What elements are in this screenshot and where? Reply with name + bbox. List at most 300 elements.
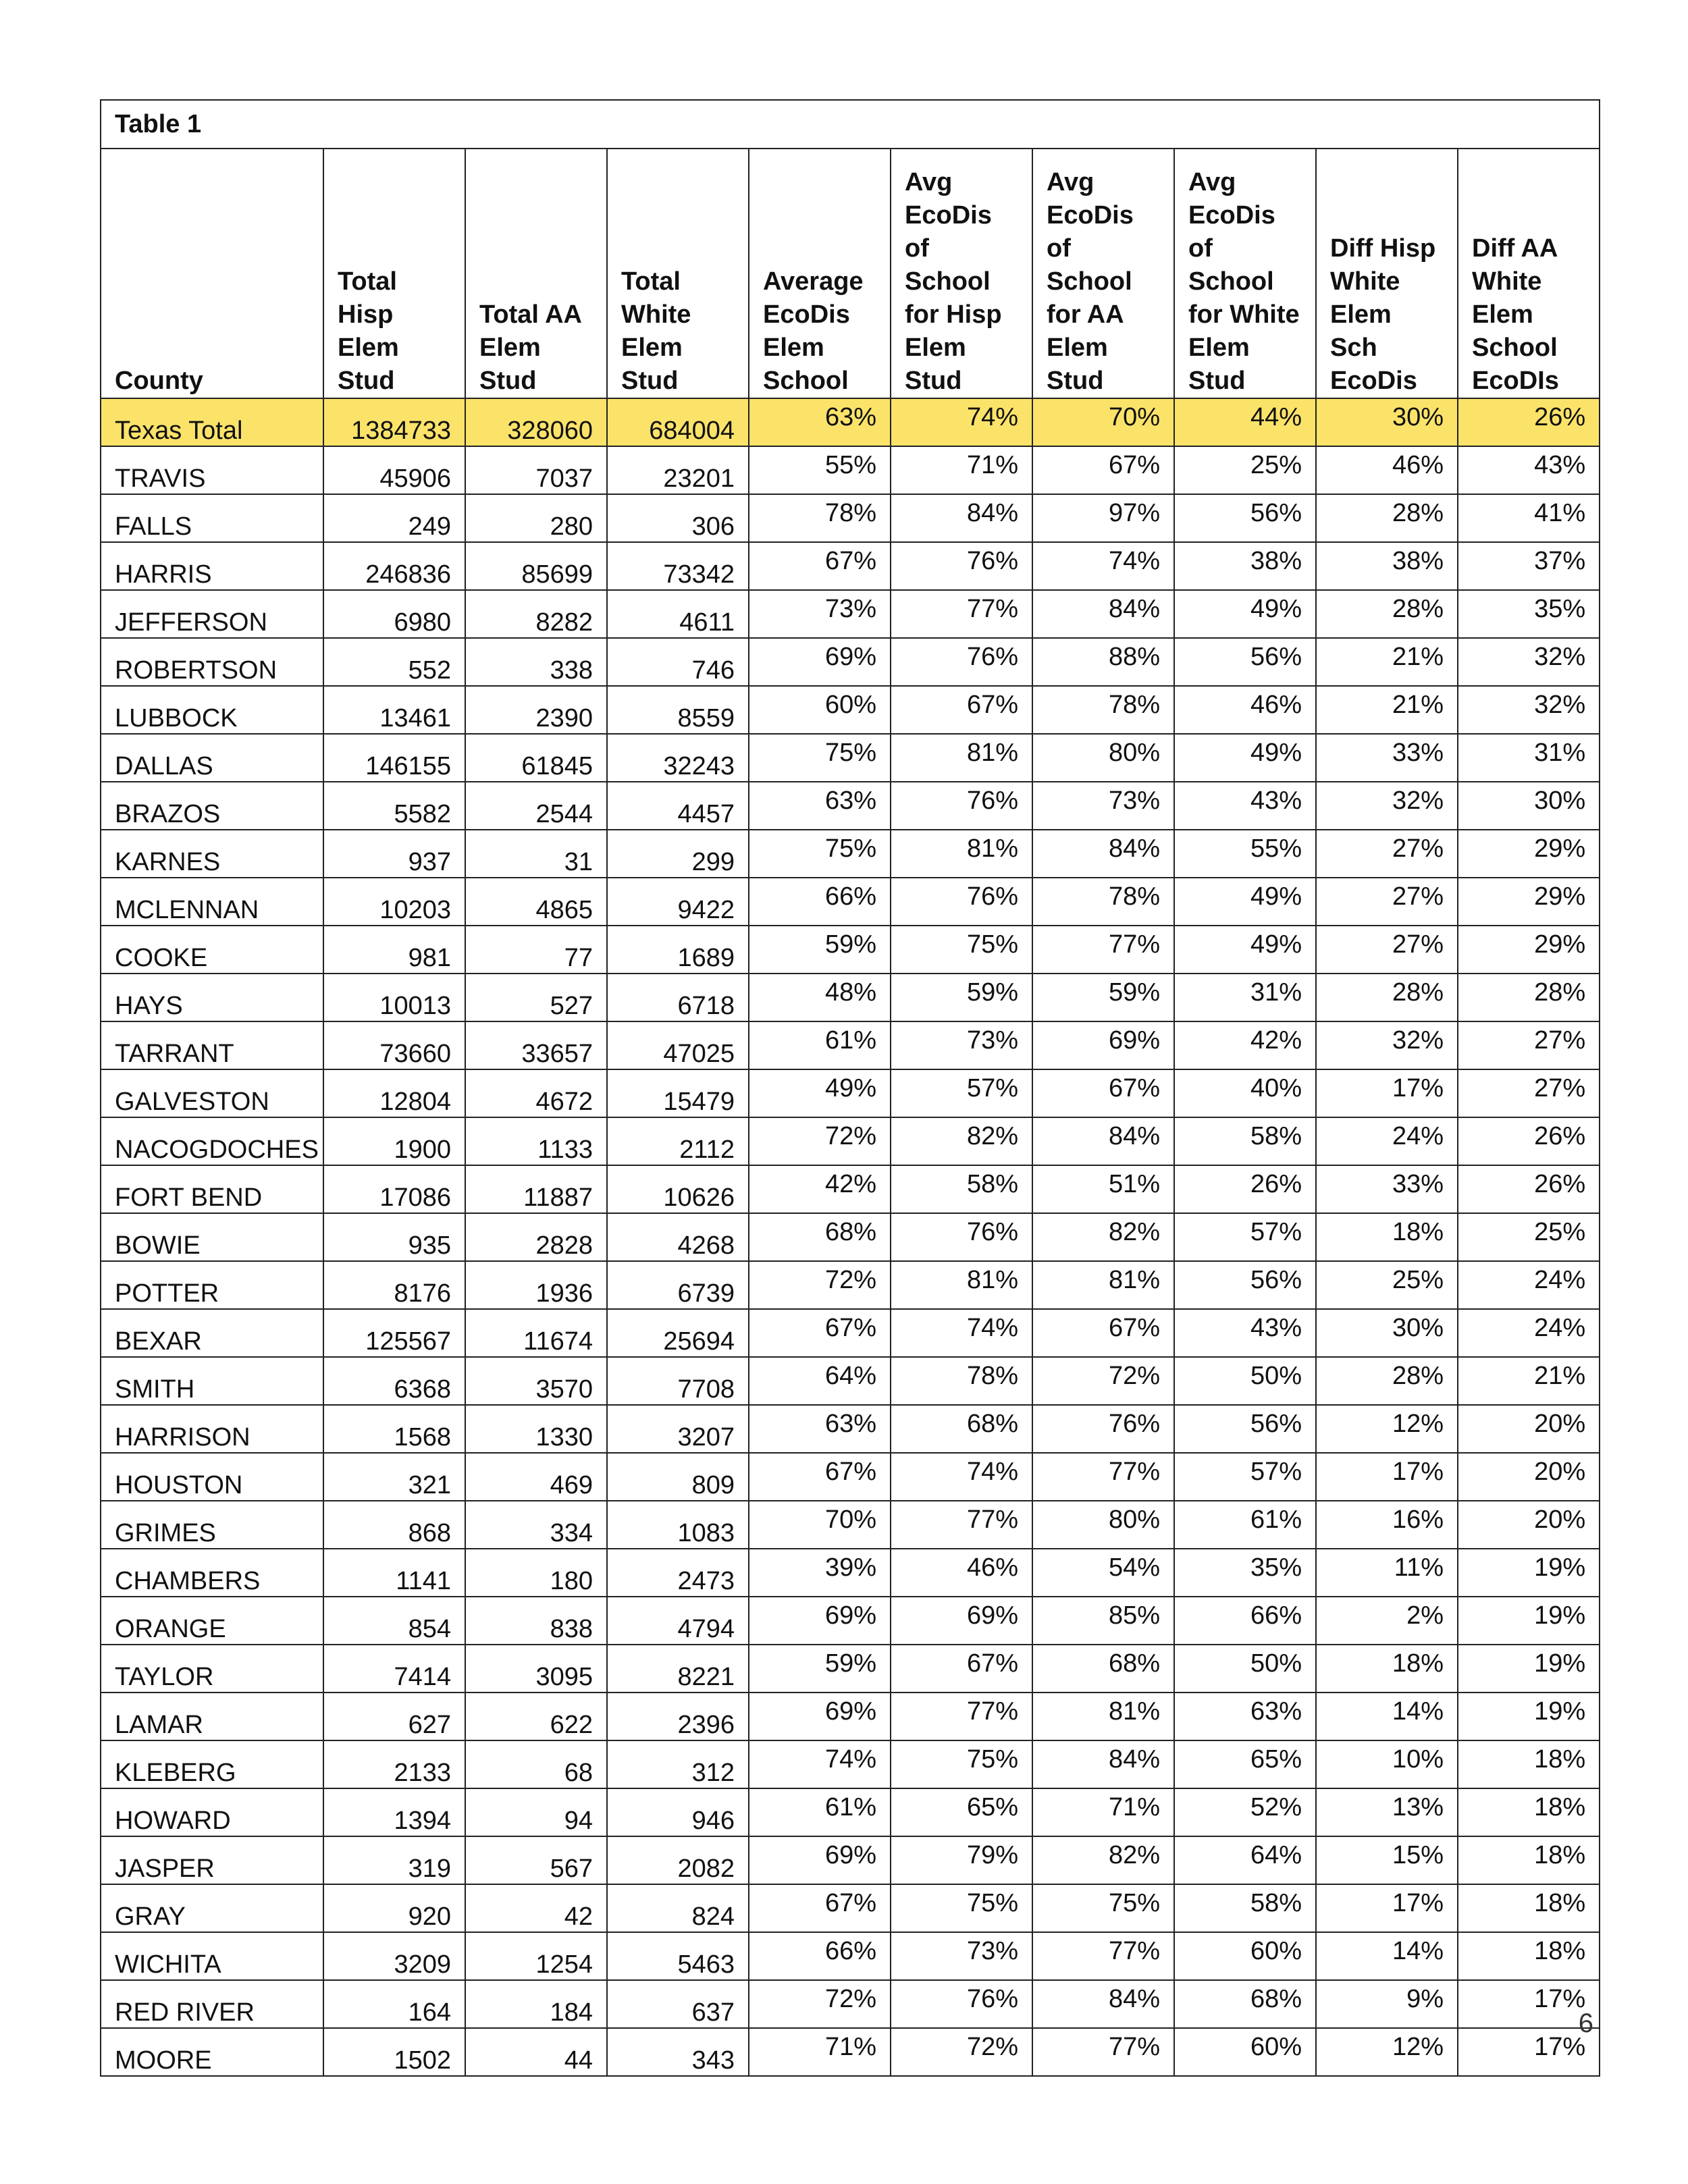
- value-cell: 73660: [323, 1021, 465, 1069]
- value-cell: 12804: [323, 1069, 465, 1117]
- value-cell: 2082: [607, 1836, 749, 1884]
- value-cell: 17086: [323, 1165, 465, 1213]
- value-cell: 43%: [1458, 446, 1600, 494]
- county-cell: BEXAR: [101, 1309, 323, 1357]
- table-row: [101, 1501, 1600, 1549]
- value-cell: 45906: [323, 446, 465, 494]
- value-cell: 94: [465, 1788, 607, 1836]
- value-cell: 84%: [1032, 1740, 1174, 1788]
- value-cell: 2544: [465, 782, 607, 830]
- value-cell: 1689: [607, 926, 749, 974]
- value-cell: 29%: [1458, 830, 1600, 878]
- value-cell: 42%: [1174, 1021, 1316, 1069]
- column-header-label: Diff Hisp White Elem Sch EcoDis: [1330, 234, 1436, 395]
- value-cell: 27%: [1316, 926, 1458, 974]
- value-cell: 1936: [465, 1261, 607, 1309]
- county-cell: GALVESTON: [101, 1069, 323, 1117]
- value-cell: 71%: [1032, 1788, 1174, 1836]
- value-cell: 76%: [891, 1980, 1032, 2028]
- value-cell: 66%: [749, 878, 891, 926]
- value-cell: 32%: [1316, 782, 1458, 830]
- value-cell: 78%: [1032, 686, 1174, 734]
- value-cell: 30%: [1316, 1309, 1458, 1357]
- value-cell: 25%: [1316, 1261, 1458, 1309]
- value-cell: 77: [465, 926, 607, 974]
- value-cell: 69%: [749, 1836, 891, 1884]
- column-header-label: Diff AA White Elem School EcoDIs: [1472, 234, 1559, 395]
- value-cell: 9422: [607, 878, 749, 926]
- value-cell: 6368: [323, 1357, 465, 1405]
- value-cell: 24%: [1458, 1261, 1600, 1309]
- value-cell: 63%: [749, 782, 891, 830]
- value-cell: 81%: [891, 1261, 1032, 1309]
- value-cell: 11%: [1316, 1549, 1458, 1597]
- column-header: [607, 149, 749, 398]
- value-cell: 11887: [465, 1165, 607, 1213]
- value-cell: 74%: [1032, 542, 1174, 590]
- county-cell: NACOGDOCHES: [101, 1117, 323, 1165]
- value-cell: 69%: [749, 638, 891, 686]
- value-cell: 27%: [1458, 1021, 1600, 1069]
- value-cell: 70%: [749, 1501, 891, 1549]
- value-cell: 40%: [1174, 1069, 1316, 1117]
- table-row: [101, 1069, 1600, 1117]
- value-cell: 17%: [1316, 1069, 1458, 1117]
- table-row: [101, 1645, 1600, 1693]
- value-cell: 51%: [1032, 1165, 1174, 1213]
- value-cell: 4268: [607, 1213, 749, 1261]
- table-row: [101, 1117, 1600, 1165]
- value-cell: 56%: [1174, 1405, 1316, 1453]
- column-header: [749, 149, 891, 398]
- table-row: [101, 1453, 1600, 1501]
- value-cell: 17%: [1458, 2028, 1600, 2076]
- value-cell: 17%: [1316, 1884, 1458, 1932]
- value-cell: 80%: [1032, 734, 1174, 782]
- county-cell: ORANGE: [101, 1597, 323, 1645]
- table-row: [101, 542, 1600, 590]
- value-cell: 1900: [323, 1117, 465, 1165]
- value-cell: 12%: [1316, 2028, 1458, 2076]
- value-cell: 567: [465, 1836, 607, 1884]
- value-cell: 82%: [1032, 1836, 1174, 1884]
- value-cell: 75%: [749, 830, 891, 878]
- value-cell: 8282: [465, 590, 607, 638]
- value-cell: 77%: [1032, 1932, 1174, 1980]
- value-cell: 77%: [891, 1693, 1032, 1740]
- value-cell: 27%: [1458, 1069, 1600, 1117]
- value-cell: 1330: [465, 1405, 607, 1453]
- value-cell: 77%: [1032, 2028, 1174, 2076]
- value-cell: 60%: [1174, 2028, 1316, 2076]
- value-cell: 7037: [465, 446, 607, 494]
- value-cell: 18%: [1316, 1213, 1458, 1261]
- value-cell: 684004: [607, 398, 749, 446]
- county-cell: HOWARD: [101, 1788, 323, 1836]
- value-cell: 69%: [749, 1597, 891, 1645]
- table-row: [101, 1836, 1600, 1884]
- value-cell: 58%: [1174, 1884, 1316, 1932]
- value-cell: 21%: [1316, 638, 1458, 686]
- value-cell: 33657: [465, 1021, 607, 1069]
- value-cell: 25%: [1174, 446, 1316, 494]
- value-cell: 68%: [891, 1405, 1032, 1453]
- value-cell: 249: [323, 494, 465, 542]
- county-cell: ROBERTSON: [101, 638, 323, 686]
- value-cell: 637: [607, 1980, 749, 2028]
- value-cell: 67%: [1032, 1309, 1174, 1357]
- column-header-label: Avg EcoDis of School for Hisp Elem Stud: [905, 168, 1002, 395]
- value-cell: 78%: [891, 1357, 1032, 1405]
- value-cell: 25694: [607, 1309, 749, 1357]
- value-cell: 18%: [1458, 1836, 1600, 1884]
- value-cell: 73%: [891, 1932, 1032, 1980]
- value-cell: 28%: [1316, 1357, 1458, 1405]
- county-cell: KLEBERG: [101, 1740, 323, 1788]
- county-cell: MCLENNAN: [101, 878, 323, 926]
- value-cell: 1568: [323, 1405, 465, 1453]
- value-cell: 21%: [1458, 1357, 1600, 1405]
- value-cell: 44%: [1174, 398, 1316, 446]
- value-cell: 1254: [465, 1932, 607, 1980]
- value-cell: 6980: [323, 590, 465, 638]
- value-cell: 71%: [749, 2028, 891, 2076]
- county-cell: RED RIVER: [101, 1980, 323, 2028]
- value-cell: 184: [465, 1980, 607, 2028]
- value-cell: 31: [465, 830, 607, 878]
- value-cell: 2133: [323, 1740, 465, 1788]
- value-cell: 68%: [1032, 1645, 1174, 1693]
- value-cell: 85%: [1032, 1597, 1174, 1645]
- value-cell: 46%: [1174, 686, 1316, 734]
- table-row: [101, 1213, 1600, 1261]
- value-cell: 338: [465, 638, 607, 686]
- county-cell: HARRIS: [101, 542, 323, 590]
- value-cell: 59%: [749, 1645, 891, 1693]
- county-cell: FORT BEND: [101, 1165, 323, 1213]
- value-cell: 84%: [1032, 830, 1174, 878]
- value-cell: 80%: [1032, 1501, 1174, 1549]
- value-cell: 1133: [465, 1117, 607, 1165]
- table-header-row: [101, 149, 1600, 398]
- county-cell: Texas Total: [101, 398, 323, 446]
- value-cell: 838: [465, 1597, 607, 1645]
- value-cell: 8559: [607, 686, 749, 734]
- value-cell: 78%: [1032, 878, 1174, 926]
- value-cell: 97%: [1032, 494, 1174, 542]
- county-cell: KARNES: [101, 830, 323, 878]
- value-cell: 37%: [1458, 542, 1600, 590]
- value-cell: 164: [323, 1980, 465, 2028]
- value-cell: 78%: [749, 494, 891, 542]
- value-cell: 935: [323, 1213, 465, 1261]
- table-row: [101, 686, 1600, 734]
- county-cell: SMITH: [101, 1357, 323, 1405]
- value-cell: 59%: [1032, 974, 1174, 1021]
- value-cell: 4457: [607, 782, 749, 830]
- value-cell: 937: [323, 830, 465, 878]
- value-cell: 69%: [749, 1693, 891, 1740]
- value-cell: 18%: [1458, 1788, 1600, 1836]
- column-header-label: Avg EcoDis of School for AA Elem Stud: [1047, 168, 1134, 395]
- table-row: [101, 734, 1600, 782]
- value-cell: 70%: [1032, 398, 1174, 446]
- value-cell: 20%: [1458, 1405, 1600, 1453]
- value-cell: 72%: [749, 1980, 891, 2028]
- value-cell: 35%: [1458, 590, 1600, 638]
- value-cell: 31%: [1458, 734, 1600, 782]
- table-row: [101, 1549, 1600, 1597]
- value-cell: 74%: [891, 1309, 1032, 1357]
- value-cell: 38%: [1174, 542, 1316, 590]
- value-cell: 10013: [323, 974, 465, 1021]
- value-cell: 552: [323, 638, 465, 686]
- value-cell: 73%: [891, 1021, 1032, 1069]
- value-cell: 746: [607, 638, 749, 686]
- value-cell: 59%: [891, 974, 1032, 1021]
- value-cell: 343: [607, 2028, 749, 2076]
- value-cell: 11674: [465, 1309, 607, 1357]
- value-cell: 20%: [1458, 1453, 1600, 1501]
- value-cell: 27%: [1316, 830, 1458, 878]
- value-cell: 28%: [1316, 974, 1458, 1021]
- value-cell: 67%: [891, 1645, 1032, 1693]
- value-cell: 47025: [607, 1021, 749, 1069]
- table-row: [101, 1884, 1600, 1932]
- value-cell: 72%: [749, 1117, 891, 1165]
- value-cell: 50%: [1174, 1645, 1316, 1693]
- value-cell: 10%: [1316, 1740, 1458, 1788]
- value-cell: 26%: [1458, 1165, 1600, 1213]
- value-cell: 66%: [1174, 1597, 1316, 1645]
- value-cell: 38%: [1316, 542, 1458, 590]
- value-cell: 16%: [1316, 1501, 1458, 1549]
- value-cell: 334: [465, 1501, 607, 1549]
- value-cell: 299: [607, 830, 749, 878]
- value-cell: 24%: [1316, 1117, 1458, 1165]
- value-cell: 84%: [1032, 1117, 1174, 1165]
- texas-total-row: [101, 398, 1600, 446]
- county-cell: LUBBOCK: [101, 686, 323, 734]
- value-cell: 42: [465, 1884, 607, 1932]
- value-cell: 68: [465, 1740, 607, 1788]
- value-cell: 5582: [323, 782, 465, 830]
- value-cell: 75%: [891, 926, 1032, 974]
- value-cell: 66%: [749, 1932, 891, 1980]
- value-cell: 246836: [323, 542, 465, 590]
- table-row: [101, 1405, 1600, 1453]
- value-cell: 67%: [1032, 446, 1174, 494]
- value-cell: 3570: [465, 1357, 607, 1405]
- value-cell: 72%: [749, 1261, 891, 1309]
- value-cell: 306: [607, 494, 749, 542]
- value-cell: 57%: [891, 1069, 1032, 1117]
- value-cell: 28%: [1316, 494, 1458, 542]
- value-cell: 48%: [749, 974, 891, 1021]
- value-cell: 39%: [749, 1549, 891, 1597]
- value-cell: 1083: [607, 1501, 749, 1549]
- value-cell: 84%: [1032, 1980, 1174, 2028]
- value-cell: 1141: [323, 1549, 465, 1597]
- value-cell: 2828: [465, 1213, 607, 1261]
- value-cell: 2%: [1316, 1597, 1458, 1645]
- value-cell: 33%: [1316, 1165, 1458, 1213]
- value-cell: 3207: [607, 1405, 749, 1453]
- value-cell: 88%: [1032, 638, 1174, 686]
- value-cell: 77%: [891, 1501, 1032, 1549]
- value-cell: 2390: [465, 686, 607, 734]
- value-cell: 43%: [1174, 1309, 1316, 1357]
- value-cell: 2396: [607, 1693, 749, 1740]
- value-cell: 3209: [323, 1932, 465, 1980]
- county-cell: TRAVIS: [101, 446, 323, 494]
- county-cell: TAYLOR: [101, 1645, 323, 1693]
- value-cell: 46%: [1316, 446, 1458, 494]
- value-cell: 76%: [891, 638, 1032, 686]
- table-row: [101, 878, 1600, 926]
- value-cell: 81%: [1032, 1261, 1174, 1309]
- table-row: [101, 1693, 1600, 1740]
- value-cell: 65%: [1174, 1740, 1316, 1788]
- column-header-label: Total White Elem Stud: [621, 267, 691, 395]
- value-cell: 15%: [1316, 1836, 1458, 1884]
- column-header: [1316, 149, 1458, 398]
- value-cell: 82%: [1032, 1213, 1174, 1261]
- county-cell: JEFFERSON: [101, 590, 323, 638]
- page-number: 6: [1578, 2008, 1593, 2038]
- table-row: [101, 830, 1600, 878]
- value-cell: 55%: [1174, 830, 1316, 878]
- value-cell: 824: [607, 1884, 749, 1932]
- value-cell: 55%: [749, 446, 891, 494]
- value-cell: 74%: [891, 1453, 1032, 1501]
- value-cell: 19%: [1458, 1549, 1600, 1597]
- value-cell: 76%: [891, 878, 1032, 926]
- table-row: [101, 1980, 1600, 2028]
- table-row: [101, 638, 1600, 686]
- value-cell: 56%: [1174, 1261, 1316, 1309]
- value-cell: 73342: [607, 542, 749, 590]
- value-cell: 63%: [749, 1405, 891, 1453]
- table-row: [101, 1788, 1600, 1836]
- value-cell: 26%: [1458, 398, 1600, 446]
- value-cell: 7414: [323, 1645, 465, 1693]
- county-cell: DALLAS: [101, 734, 323, 782]
- value-cell: 868: [323, 1501, 465, 1549]
- value-cell: 920: [323, 1884, 465, 1932]
- value-cell: 19%: [1458, 1645, 1600, 1693]
- value-cell: 67%: [749, 1309, 891, 1357]
- value-cell: 18%: [1458, 1884, 1600, 1932]
- value-cell: 56%: [1174, 494, 1316, 542]
- value-cell: 31%: [1174, 974, 1316, 1021]
- value-cell: 75%: [891, 1884, 1032, 1932]
- value-cell: 7708: [607, 1357, 749, 1405]
- value-cell: 61%: [1174, 1501, 1316, 1549]
- table-row: [101, 974, 1600, 1021]
- value-cell: 2473: [607, 1549, 749, 1597]
- value-cell: 17%: [1458, 1980, 1600, 2028]
- value-cell: 854: [323, 1597, 465, 1645]
- table-row: [101, 1261, 1600, 1309]
- value-cell: 72%: [1032, 1357, 1174, 1405]
- value-cell: 81%: [891, 830, 1032, 878]
- value-cell: 61%: [749, 1788, 891, 1836]
- county-ecodis-table: [100, 99, 1600, 2077]
- value-cell: 13%: [1316, 1788, 1458, 1836]
- value-cell: 57%: [1174, 1453, 1316, 1501]
- county-cell: HAYS: [101, 974, 323, 1021]
- value-cell: 65%: [891, 1788, 1032, 1836]
- value-cell: 32%: [1316, 1021, 1458, 1069]
- value-cell: 49%: [749, 1069, 891, 1117]
- value-cell: 44: [465, 2028, 607, 2076]
- value-cell: 77%: [891, 590, 1032, 638]
- value-cell: 5463: [607, 1932, 749, 1980]
- column-header: [101, 149, 323, 398]
- value-cell: 9%: [1316, 1980, 1458, 2028]
- value-cell: 33%: [1316, 734, 1458, 782]
- county-cell: HOUSTON: [101, 1453, 323, 1501]
- value-cell: 981: [323, 926, 465, 974]
- value-cell: 43%: [1174, 782, 1316, 830]
- value-cell: 75%: [1032, 1884, 1174, 1932]
- column-header: [1458, 149, 1600, 398]
- county-cell: FALLS: [101, 494, 323, 542]
- value-cell: 50%: [1174, 1357, 1316, 1405]
- value-cell: 319: [323, 1836, 465, 1884]
- table-row: [101, 1932, 1600, 1980]
- column-header: [1174, 149, 1316, 398]
- table-body: [101, 398, 1600, 2076]
- value-cell: 6718: [607, 974, 749, 1021]
- value-cell: 1394: [323, 1788, 465, 1836]
- value-cell: 30%: [1458, 782, 1600, 830]
- value-cell: 76%: [891, 1213, 1032, 1261]
- value-cell: 27%: [1316, 878, 1458, 926]
- value-cell: 76%: [891, 542, 1032, 590]
- value-cell: 17%: [1316, 1453, 1458, 1501]
- value-cell: 75%: [891, 1740, 1032, 1788]
- value-cell: 4794: [607, 1597, 749, 1645]
- value-cell: 76%: [891, 782, 1032, 830]
- column-header: [323, 149, 465, 398]
- value-cell: 74%: [749, 1740, 891, 1788]
- table-row: [101, 926, 1600, 974]
- value-cell: 622: [465, 1693, 607, 1740]
- table-row: [101, 446, 1600, 494]
- value-cell: 52%: [1174, 1788, 1316, 1836]
- table-title-row: [101, 100, 1600, 149]
- value-cell: 328060: [465, 398, 607, 446]
- value-cell: 46%: [891, 1549, 1032, 1597]
- value-cell: 84%: [1032, 590, 1174, 638]
- value-cell: 58%: [1174, 1117, 1316, 1165]
- county-cell: BRAZOS: [101, 782, 323, 830]
- table-title: Table 1: [101, 100, 1600, 149]
- value-cell: 24%: [1458, 1309, 1600, 1357]
- value-cell: 4865: [465, 878, 607, 926]
- table-row: [101, 782, 1600, 830]
- value-cell: 10626: [607, 1165, 749, 1213]
- value-cell: 23201: [607, 446, 749, 494]
- value-cell: 3095: [465, 1645, 607, 1693]
- value-cell: 19%: [1458, 1693, 1600, 1740]
- value-cell: 49%: [1174, 590, 1316, 638]
- value-cell: 18%: [1458, 1932, 1600, 1980]
- value-cell: 30%: [1316, 398, 1458, 446]
- table-row: [101, 590, 1600, 638]
